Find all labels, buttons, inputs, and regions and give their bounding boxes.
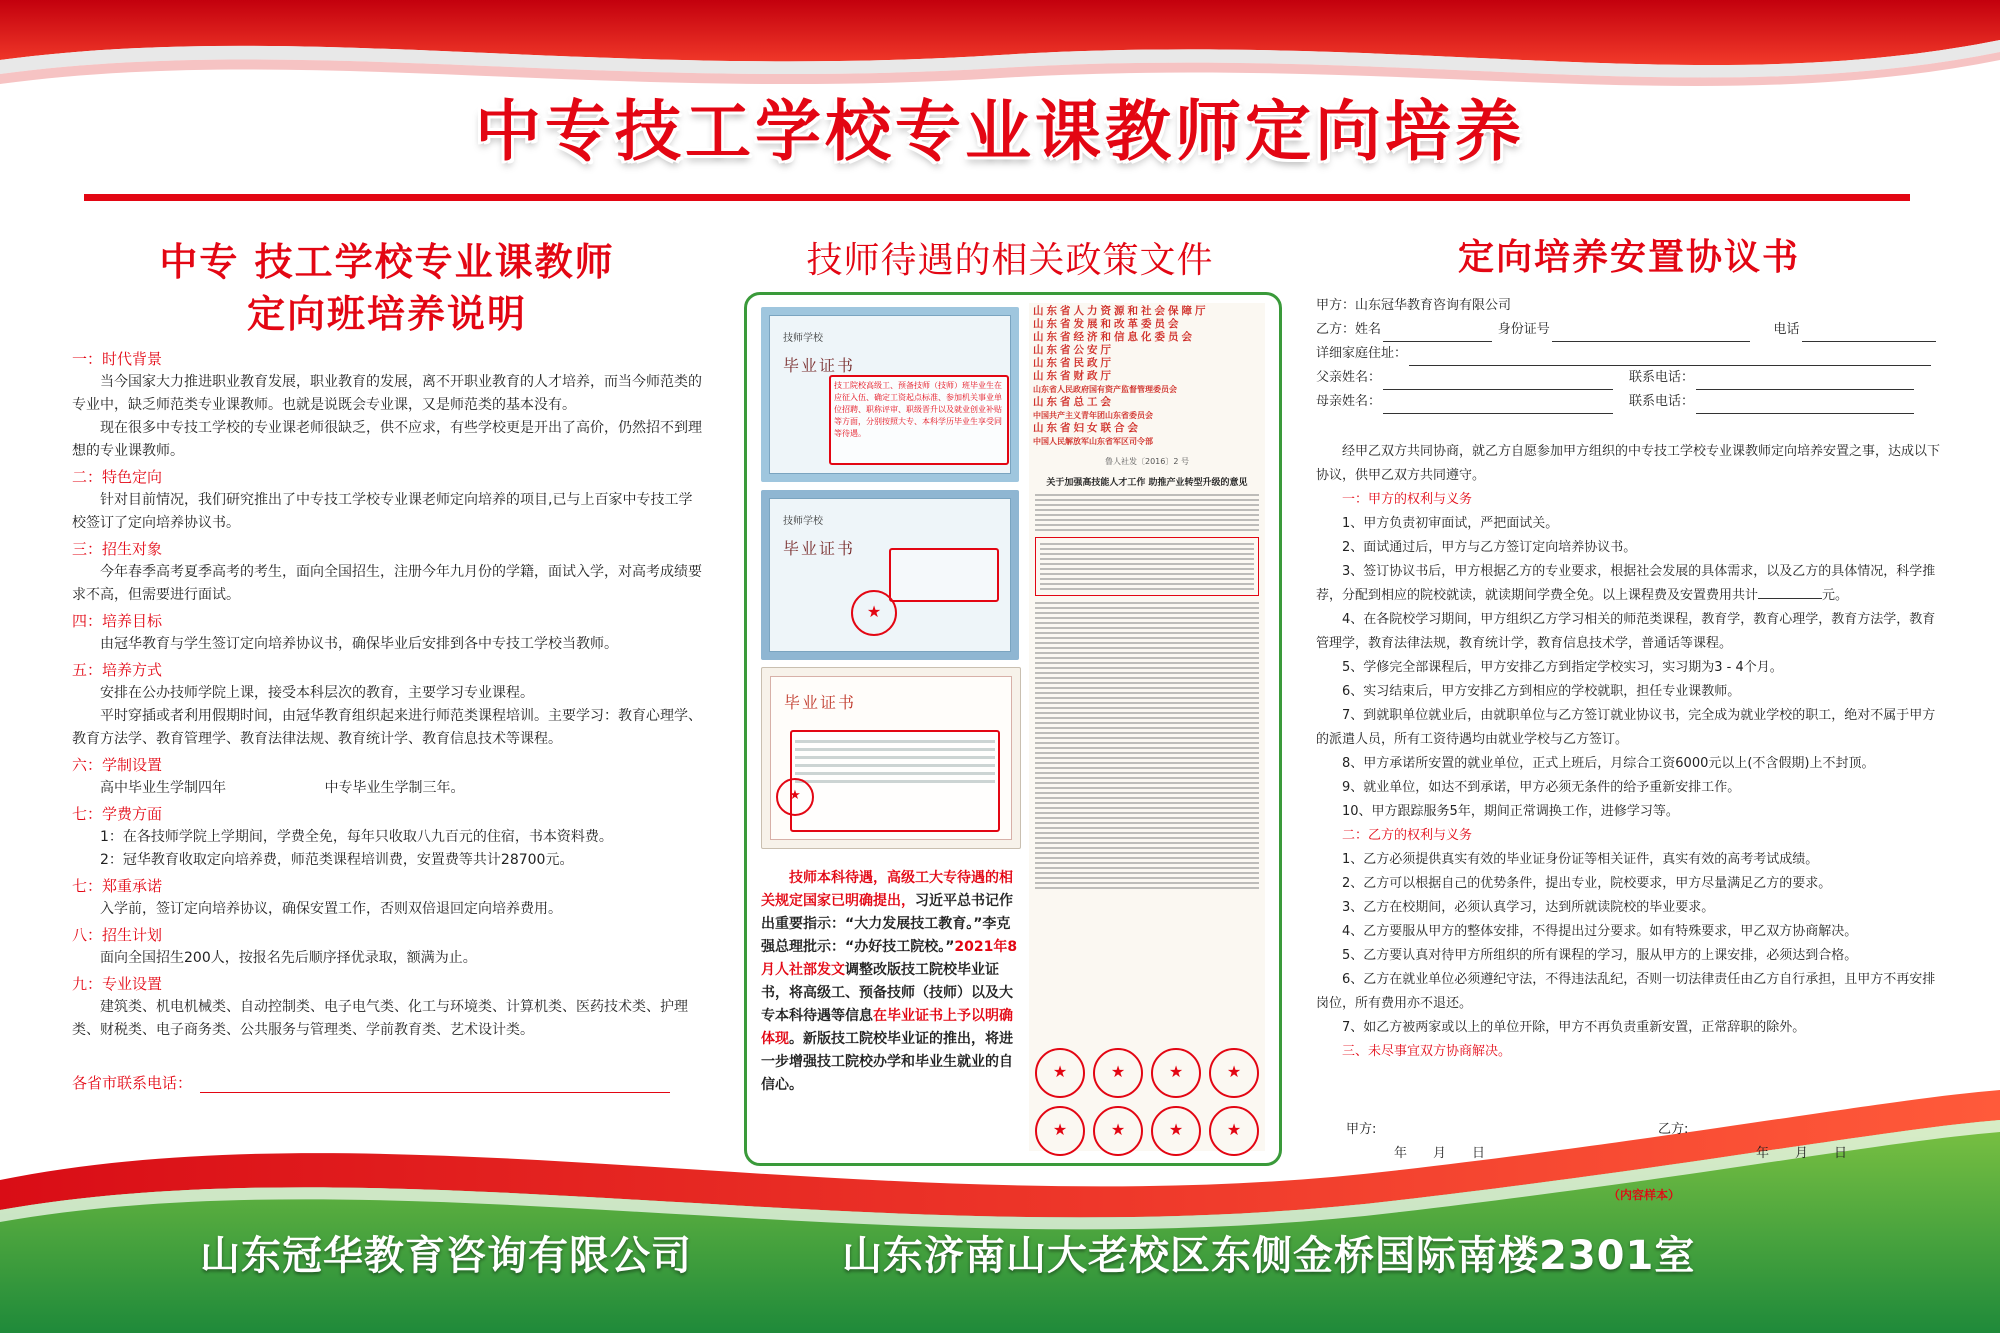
section-heading: 七：郑重承诺 [72, 877, 163, 895]
text-line [1035, 717, 1259, 719]
issuing-authorities [1029, 303, 1265, 450]
text-line [795, 740, 995, 743]
text-line [1035, 662, 1259, 664]
title-divider [84, 194, 1910, 201]
text-line [1035, 632, 1259, 634]
text-line [1035, 852, 1259, 854]
address-blank [1409, 349, 1931, 366]
official-seal-icon: ★ [1151, 1106, 1201, 1156]
official-seal-icon: ★ [1093, 1048, 1143, 1098]
policy-summary-text [761, 867, 1023, 1097]
text-line [1035, 494, 1259, 496]
document-highlight [1035, 537, 1259, 596]
authority-name: 中国共产主义青年团山东省委员会 [1033, 411, 1153, 420]
closing-clause: 三、未尽事宜双方协商解决。 [1342, 1044, 1512, 1059]
official-seal-icon: ★ [1209, 1106, 1259, 1156]
official-seals [1035, 1048, 1259, 1156]
text-line [1040, 568, 1254, 570]
section-paragraph: 平时穿插或者利用假期时间，由冠华教育组织起来进行师范类课程培训。主要学习：教育心理学、教育方法学、教育管理学、教育法律法规、教育统计学、教育信息技术等课程。 [72, 708, 702, 747]
text-line [795, 780, 995, 783]
text-line [1035, 657, 1259, 659]
text-line [1035, 777, 1259, 779]
text-line [1035, 732, 1259, 734]
party-b-duties-heading: 二：乙方的权利与义务 [1342, 828, 1473, 843]
party-a-line [1316, 294, 1942, 318]
text-line [1035, 637, 1259, 639]
mother-phone-label: 联系电话： [1629, 394, 1695, 409]
policy-document-image [1029, 303, 1265, 1151]
party-b-item: 4、乙方要服从甲方的整体安排，不得提出过分要求。如有特殊要求，甲乙双方协商解决。 [1342, 924, 1858, 939]
official-seal-icon: ★ [1093, 1106, 1143, 1156]
certificate-image-2 [761, 490, 1019, 660]
text-line [1035, 612, 1259, 614]
section-paragraph: 入学前，签订定向培养协议，确保安置工作，否则双倍退回定向培养费用。 [100, 901, 562, 917]
father-phone-label: 联系电话： [1629, 370, 1695, 385]
policy-text-red: 2021年8月人社部发文 [761, 939, 1018, 978]
text-line [1035, 727, 1259, 729]
party-b-item: 2、乙方可以根据自己的优势条件，提出专业，院校要求，甲方尽量满足乙方的要求。 [1342, 876, 1832, 891]
authority-name: 山东省总工会 [1033, 396, 1114, 408]
text-line [1035, 697, 1259, 699]
father-phone-blank [1696, 373, 1914, 390]
section-heading: 九：专业设置 [72, 975, 163, 993]
fee-suffix: 元。 [1822, 588, 1849, 603]
party-b-item: 6、乙方在就业单位必须遵纪守法，不得违法乱纪，否则一切法律责任由乙方自行承担，且甲方不再安排岗位，所有费用亦不退还。 [1316, 972, 1936, 1011]
authority-name: 山东省公安厅 [1033, 344, 1114, 356]
text-line [1035, 652, 1259, 654]
text-line [1040, 578, 1254, 580]
footer-address: 山东济南山大老校区东侧金桥国际南楼2301室 [842, 1233, 1696, 1279]
party-a: 甲方：山东冠华教育咨询有限公司 [1316, 298, 1512, 313]
text-line [1035, 772, 1259, 774]
policy-text: 调整改版技工院校毕业证书，将高级工、预备技师（技师）以及大专本科待遇等信息 [761, 962, 1013, 1024]
text-line [1035, 667, 1259, 669]
text-line [1035, 802, 1259, 804]
contact-blank [200, 1074, 670, 1093]
cert-title: 毕业证书 [783, 539, 856, 558]
section-paragraph: 2：冠华教育收取定向培养费，师范类课程培训费，安置费等共计28700元。 [100, 852, 574, 868]
document-title: 关于加强高技能人才工作 助推产业转型升级的意见 [1046, 478, 1248, 488]
text-line [1035, 767, 1259, 769]
text-line [1035, 807, 1259, 809]
mother-blank [1383, 397, 1613, 414]
duration-highschool: 高中毕业生学制四年 [100, 780, 226, 796]
policy-text: 。新版技工院校毕业证的推出，将进一步增强技工院校办学和毕业生就业的自信心。 [761, 1031, 1013, 1093]
text-line [1035, 499, 1259, 501]
policy-text: 习近平总书记作出重要指示：“大力发展技工教育。”李克强总理批示：“办好技工院校。” [761, 893, 1013, 955]
text-line [1035, 752, 1259, 754]
fee-blank [1758, 584, 1822, 599]
text-line [1035, 722, 1259, 724]
text-line [1035, 762, 1259, 764]
party-a-duties-heading: 一：甲方的权利与义务 [1342, 492, 1473, 507]
text-line [1035, 514, 1259, 516]
party-a-item: 1、甲方负责初审面试，严把面试关。 [1342, 516, 1559, 531]
cert-stamp-icon: ★ [851, 590, 897, 636]
cert-highlight-box [829, 375, 1009, 465]
text-line [1035, 827, 1259, 829]
party-b-item: 5、乙方要认真对待甲方所组织的所有课程的学习，服从甲方的上课安排，必须达到合格。 [1342, 948, 1858, 963]
cert-title: 毕业证书 [784, 693, 857, 712]
authority-name: 山东省经济和信息化委员会 [1033, 331, 1195, 343]
party-a-item: 2、面试通过后，甲方与乙方签订定向培养协议书。 [1342, 540, 1637, 555]
party-b-item: 7、如乙方被两家或以上的单位开除，甲方不再负责重新安置，正常辞职的除外。 [1342, 1020, 1806, 1035]
policy-text-red: 在毕业证书上予以明确体现 [761, 1008, 1013, 1047]
official-seal-icon: ★ [1035, 1048, 1085, 1098]
party-a-item: 4、在各院校学习期间，甲方组织乙方学习相关的师范类课程，教育学，教育心理学，教育方法学，教育管理学，教育法律法规，教育统计学，教育信息技术学，普通话等课程。 [1316, 612, 1936, 651]
text-line [1040, 588, 1254, 590]
text-line [795, 772, 995, 775]
duration-line [72, 777, 702, 800]
id-blank [1552, 325, 1750, 342]
duration-vocational: 中专毕业生学制三年。 [324, 780, 465, 796]
certificate-image-3 [761, 667, 1021, 849]
mother-line [1316, 390, 1942, 414]
party-a-item: 8、甲方承诺所安置的就业单位，正式上班后，月综合工资6000元以上(不含假期)上不封顶。 [1342, 756, 1875, 771]
text-line [1035, 642, 1259, 644]
document-body [1035, 602, 1259, 889]
text-line [1035, 627, 1259, 629]
mother-label: 母亲姓名： [1316, 394, 1382, 409]
section-heading: 七：学费方面 [72, 805, 163, 823]
text-line [1035, 797, 1259, 799]
text-line [795, 756, 995, 759]
main-title: 中专技工学校专业课教师定向培养 [475, 93, 1525, 170]
cert-highlight-text: 技工院校高级工、预备技师（技师）班毕业生在应征入伍、确定工资起点标准、参加机关事业单位招聘、职称评审、职级晋升以及就业创业补贴等方面，分别按照大专、本科学历毕业生享受同等待遇。 [834, 381, 1002, 438]
party-b-line [1316, 318, 1942, 342]
text-line [1040, 553, 1254, 555]
section-heading: 三：招生对象 [72, 540, 163, 558]
text-line [1035, 812, 1259, 814]
phone-blank [1802, 325, 1936, 342]
footer-company: 山东冠华教育咨询有限公司 [200, 1233, 692, 1279]
program-description-column [72, 236, 702, 1093]
mother-phone-blank [1696, 397, 1914, 414]
text-line [1035, 757, 1259, 759]
text-line [1035, 747, 1259, 749]
party-a-item: 6、实习结束后，甲方安排乙方到相应的学校就职，担任专业课教师。 [1342, 684, 1741, 699]
certificate-image-1 [761, 307, 1019, 482]
text-line [1035, 842, 1259, 844]
left-title-line2: 定向班培养说明 [246, 292, 527, 336]
party-b-signature-label: 乙方: [1658, 1122, 1689, 1137]
agreement-intro: 经甲乙双方共同协商，就乙方自愿参加甲方组织的中专技工学校专业课教师定向培养安置之事，达成以下协议，供甲乙双方共同遵守。 [1316, 444, 1941, 483]
section-paragraph: 1：在各技师学院上学期间，学费全免，每年只收取八九百元的住宿，书本资料费。 [100, 829, 613, 845]
text-line [1035, 737, 1259, 739]
text-line [1035, 509, 1259, 511]
text-line [1035, 607, 1259, 609]
text-line [1035, 622, 1259, 624]
party-b-name-label: 乙方：姓名 [1316, 322, 1382, 337]
section-heading: 一：时代背景 [72, 350, 163, 368]
authority-name: 山东省人力资源和社会保障厅 [1033, 305, 1209, 317]
text-line [1035, 887, 1259, 889]
text-line [1035, 857, 1259, 859]
cert-highlight-box [790, 730, 1000, 832]
text-line [1035, 877, 1259, 879]
section-paragraph: 由冠华教育与学生签订定向培养协议书，确保毕业后安排到各中专技工学校当教师。 [100, 636, 618, 652]
text-line [1035, 692, 1259, 694]
authority-name: 山东省民政厅 [1033, 357, 1114, 369]
highlight-lines [1040, 543, 1254, 590]
section-heading: 二：特色定向 [72, 468, 163, 486]
text-line [1035, 792, 1259, 794]
text-line [1040, 548, 1254, 550]
text-line [1035, 742, 1259, 744]
text-line [1035, 524, 1259, 526]
text-line [1035, 882, 1259, 884]
section-paragraph: 面向全国招生200人，按报名先后顺序择优录取，额满为止。 [100, 950, 477, 966]
party-b-item: 1、乙方必须提供真实有效的毕业证身份证等相关证件，真实有效的高考考试成绩。 [1342, 852, 1819, 867]
cert-highlight-box [889, 548, 999, 602]
text-line [1035, 504, 1259, 506]
text-line [1035, 817, 1259, 819]
section-paragraph: 今年春季高考夏季高考的考生，面向全国招生，注册今年九月份的学籍，面试入学，对高考成绩要求不高，但需要进行面试。 [72, 564, 702, 603]
text-line [1035, 847, 1259, 849]
party-a-date: 年 月 日 [1394, 1146, 1486, 1161]
section-paragraph: 当今国家大力推进职业教育发展，职业教育的发展，离不开职业教育的人才培养，而当今师范类的专业中，缺乏师范类专业课教师。也就是说既会专业课，又是师范类的基本没有。 [72, 374, 702, 413]
text-line [1035, 787, 1259, 789]
address-label: 详细家庭住址： [1316, 346, 1408, 361]
document-body [1035, 494, 1259, 531]
text-line [1035, 529, 1259, 531]
address-line [1316, 342, 1942, 366]
official-seal-icon: ★ [1035, 1106, 1085, 1156]
text-line [1035, 519, 1259, 521]
official-seal-icon: ★ [1151, 1048, 1201, 1098]
party-a-item-3 [1316, 560, 1942, 608]
contact-label: 各省市联系电话： [72, 1074, 193, 1092]
policy-title: 技师待遇的相关政策文件 [806, 240, 1214, 281]
party-b-date: 年 月 日 [1756, 1146, 1848, 1161]
section-heading: 四：培养目标 [72, 612, 163, 630]
authority-name: 山东省财政厅 [1033, 370, 1114, 382]
text-line [1035, 782, 1259, 784]
father-blank [1383, 373, 1613, 390]
agreement-column [1316, 232, 1942, 1064]
text-line [1040, 573, 1254, 575]
text-line [1040, 558, 1254, 560]
section-paragraph: 现在很多中专技工学校的专业课老师很缺乏，供不应求，有些学校更是开出了高价，仍然招不到理想的专业课教师。 [72, 420, 702, 459]
cert-stamp-icon: ★ [776, 778, 814, 816]
left-title-line1: 中专 技工学校专业课教师 [159, 240, 615, 284]
text-line [1035, 872, 1259, 874]
policy-text-red: 技师本科待遇，高级工大专待遇的相关规定国家已明确提出， [761, 870, 1013, 909]
section-paragraph: 建筑类、机电机械类、自动控制类、电子电气类、化工与环境类、计算机类、医药技术类、护理类、财税类、电子商务类、公共服务与管理类、学前教育类、艺术设计类。 [72, 999, 688, 1038]
party-a-item: 5、学修完全部课程后，甲方安排乙方到指定学校实习，实习期为3 - 4个月。 [1342, 660, 1783, 675]
father-line [1316, 366, 1942, 390]
phone-label: 电话 [1773, 322, 1800, 337]
agreement-title: 定向培养安置协议书 [1457, 237, 1800, 278]
authority-name: 山东省发展和改革委员会 [1033, 318, 1182, 330]
cert-title: 毕业证书 [783, 356, 856, 375]
section-paragraph: 针对目前情况，我们研究推出了中专技工学校专业课老师定向培养的项目,已与上百家中专技工学校签订了定向培养协议书。 [72, 492, 693, 531]
name-blank [1383, 325, 1492, 342]
authority-name: 中国人民解放军山东省军区司令部 [1033, 437, 1153, 446]
contact-phone-line [72, 1072, 702, 1093]
sample-note: （内容样本） [1608, 1188, 1681, 1202]
section-heading: 六：学制设置 [72, 756, 163, 774]
text-line [1035, 602, 1259, 604]
text-line [1035, 682, 1259, 684]
section-heading: 五：培养方式 [72, 661, 163, 679]
text-line [1035, 832, 1259, 834]
father-label: 父亲姓名： [1316, 370, 1382, 385]
policy-documents-panel [744, 292, 1282, 1166]
id-label: 身份证号 [1497, 322, 1550, 337]
text-line [1035, 867, 1259, 869]
text-line [1035, 702, 1259, 704]
authority-name: 山东省妇女联合会 [1033, 422, 1141, 434]
text-line [1035, 672, 1259, 674]
text-line [1035, 647, 1259, 649]
text-line [1035, 677, 1259, 679]
official-seal-icon: ★ [1209, 1048, 1259, 1098]
section-heading: 八：招生计划 [72, 926, 163, 944]
party-a-item: 9、就业单位，如达不到承诺，甲方必须无条件的给予重新安排工作。 [1342, 780, 1741, 795]
section-paragraph: 安排在公办技师学院上课，接受本科层次的教育，主要学习专业课程。 [100, 685, 534, 701]
text-line [1040, 583, 1254, 585]
cert-school-label: 技师学校 [783, 333, 823, 344]
text-line [1035, 837, 1259, 839]
party-b-item: 3、乙方在校期间，必须认真学习，达到所就读院校的毕业要求。 [1342, 900, 1715, 915]
party-a-signature-label: 甲方: [1346, 1122, 1377, 1137]
text-line [795, 748, 995, 751]
document-number: 鲁人社发〔2016〕2 号 [1105, 457, 1189, 466]
text-line [1040, 543, 1254, 545]
text-line [1035, 617, 1259, 619]
text-line [1035, 822, 1259, 824]
text-line [795, 764, 995, 767]
party-a-item: 7、到就职单位就业后，由就职单位与乙方签订就业协议书，完全成为就业学校的职工，绝对不属于甲方的派遣人员，所有工资待遇均由就业学校与乙方签订。 [1316, 708, 1936, 747]
text-line [1040, 563, 1254, 565]
text-line [1035, 712, 1259, 714]
authority-name: 山东省人民政府国有资产监督管理委员会 [1033, 385, 1177, 394]
party-a-item: 10、甲方跟踪服务5年，期间正常调换工作，进修学习等。 [1342, 804, 1679, 819]
text-line [1035, 687, 1259, 689]
fee-text: 3、签订协议书后，甲方根据乙方的专业要求，根据社会发展的具体需求，以及乙方的具体情况，科学推荐，分配到相应的院校就读，就读期间学费全免。以上课程费及安置费用共计 [1316, 564, 1936, 603]
text-line [1035, 862, 1259, 864]
text-line [1035, 707, 1259, 709]
cert-school-label: 技师学校 [783, 516, 823, 527]
